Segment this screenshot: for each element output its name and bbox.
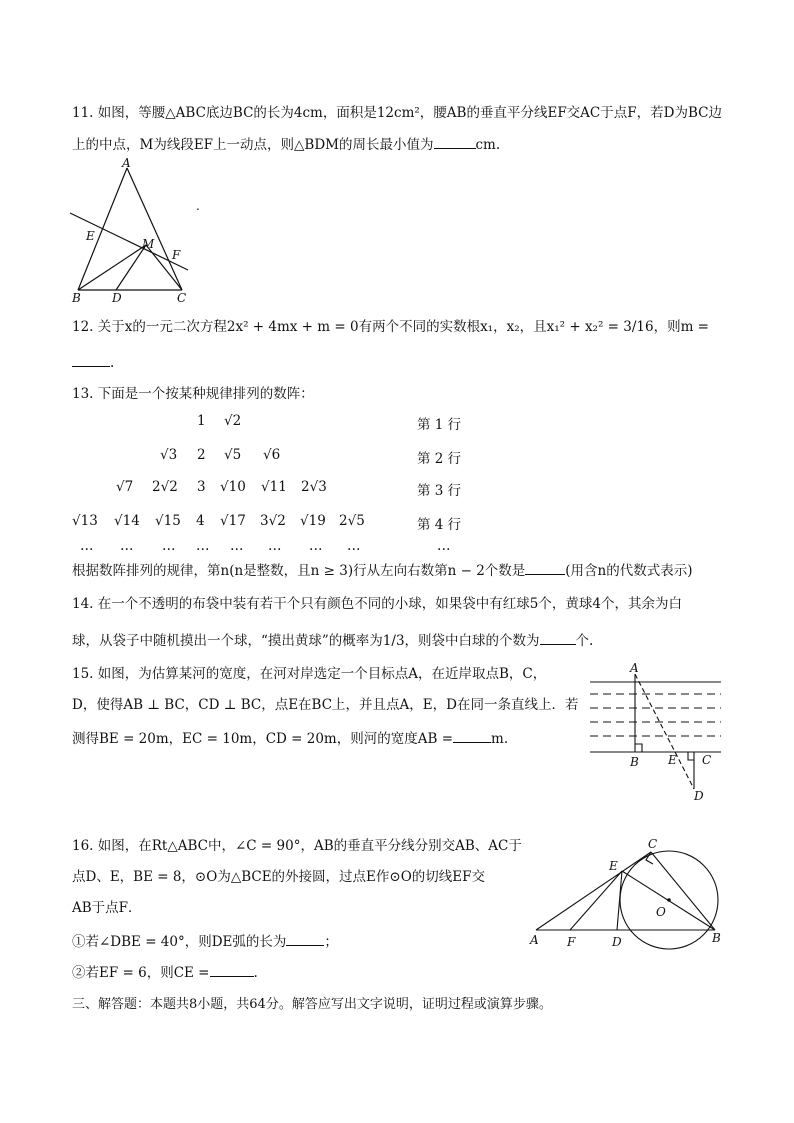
q11-text: 上的中点，M为线段EF上一动点，则△BDM的周长最小值为 [72,137,434,153]
q13-cell: 3√2 [260,513,286,529]
q15-text: 测得BE = 20m，EC = 10m，CD = 20m，则河的宽度AB = [72,731,454,747]
q16-label-b: B [712,931,721,945]
q13-cell: 2√3 [301,479,327,495]
q15-line3 [72,728,508,748]
q16-part1 [72,931,338,951]
q11-label-f: F [172,248,181,262]
q15-answer-blank[interactable] [453,728,491,743]
q14-line1: 14. 在一个不透明的布袋中装有若干个只有颜色不同的小球，如果袋中有红球5个，黄球4个，其余为白 [72,596,682,612]
q15-label-b: B [630,755,639,769]
q13-cell: √14 [114,513,140,529]
section3-heading: 三、解答题：本题共8小题，共64分。解答应写出文字说明，证明过程或演算步骤。 [72,997,552,1012]
q15-line2: D，使得AB ⊥ BC，CD ⊥ BC，点E在BC上，并且点A，E，D在同一条直线上．若 [72,697,579,713]
q11-label-d: D [112,291,122,305]
q13-ellipsis: … [120,538,134,554]
q13-row-label: 第 4 行 [417,517,462,533]
q14-line2 [72,630,593,650]
q11-answer-blank[interactable] [434,134,476,149]
q13-ellipsis: … [162,538,176,554]
q13-cell: √5 [224,447,242,463]
q16-line1: 16. 如图，在Rt△ABC中，∠C = 90°，AB的垂直平分线分别交AB、AC于 [72,838,522,854]
q16-part2 [72,962,258,982]
q12-line2 [72,352,114,372]
q15-figure [584,662,726,804]
q13-cell: √19 [300,513,326,529]
q13-cell: 2√5 [339,513,365,529]
q15-label-d: D [694,789,704,803]
q13-rule-suffix: (用含n的代数式表示) [565,563,693,579]
q15-line1: 15. 如图，为估算某河的宽度，在河对岸选定一个目标点A，在近岸取点B，C， [72,666,547,682]
q16-label-a: A [530,933,539,947]
q16-part1-blank[interactable] [286,931,324,946]
q13-row-label: 第 2 行 [417,451,462,467]
q11-label-e: E [86,229,95,243]
q13-ellipsis: … [268,538,282,554]
q11-line2 [72,134,500,154]
q13-rule [72,560,693,580]
q16-part1-text: ①若∠DBE = 40°，则DE弧的长为 [72,934,287,950]
q16-part2-period: . [253,965,258,981]
q13-cell: √11 [261,479,287,495]
q13-ellipsis: … [437,538,451,554]
q13-row-label: 第 1 行 [417,417,462,433]
q13-ellipsis: … [80,538,94,554]
q16-line3: AB于点F． [72,900,142,916]
q13-cell: √13 [72,513,98,529]
q11-figure [66,158,216,306]
q13-row-label: 第 3 行 [417,483,462,499]
q13-ellipsis: … [196,538,210,554]
q16-line2: 点D、E，BE = 8，⊙O为△BCE的外接圆，过点E作⊙O的切线EF交 [72,869,486,885]
q13-cell: √2 [224,413,242,429]
q16-label-f: F [567,935,576,949]
q11-dot: . [196,199,200,213]
q12-period: . [110,355,115,371]
q14-answer-blank[interactable] [540,630,576,645]
q11-label-a: A [122,158,131,170]
q16-part1-sep: ； [324,934,338,950]
q11-label-b: B [72,291,81,305]
q11-line1: 11. 如图，等腰△ABC底边BC的长为4cm，面积是12cm²，腰AB的垂直平分线EF交AC于点F，若D为BC边 [72,105,722,121]
q15-label-a: A [630,662,639,675]
q13-rule-text: 根据数阵排列的规律，第n(n是整数，且n ≥ 3)行从左向右数第n − 2个数是 [72,563,526,579]
q14-unit: 个. [575,633,594,649]
q13-cell: 2 [197,447,206,463]
q11-label-c: C [177,291,187,305]
q13-answer-blank[interactable] [525,560,565,575]
q16-part2-blank[interactable] [210,962,254,977]
q16-label-e: E [609,859,618,873]
q16-label-d: D [612,935,622,949]
q12-line1: 12. 关于x的一元二次方程2x² + 4mx + m = 0有两个不同的实数根x₁，x₂，且x₁² + x₂² = 3/16，则m = [72,319,709,335]
q13-cell: √3 [160,447,178,463]
q13-cell: √6 [263,447,281,463]
q16-label-c: C [648,837,658,851]
q13-cell: 4 [196,513,205,529]
q13-cell: √10 [220,479,246,495]
q12-answer-blank[interactable] [72,352,110,367]
q15-label-e: E [668,753,677,767]
q13-cell: 1 [197,413,206,429]
q13-ellipsis: … [309,538,323,554]
q13-cell: 3 [197,479,206,495]
q13-intro: 13. 下面是一个按某种规律排列的数阵： [72,386,314,402]
q11-unit: cm. [475,137,501,153]
q13-cell: 2√2 [152,479,178,495]
q13-cell: √17 [220,513,246,529]
q13-cell: √15 [155,513,181,529]
q15-label-c: C [702,753,712,767]
q13-ellipsis: … [230,538,244,554]
q13-ellipsis: … [347,538,361,554]
q13-cell: √7 [116,479,134,495]
q16-figure [522,836,734,952]
q16-label-o: O [656,905,666,919]
q15-unit: m. [491,731,509,747]
q11-label-m: M [142,237,155,251]
q16-part2-text: ②若EF = 6，则CE = [72,965,210,981]
q14-text: 球，从袋子中随机摸出一个球，“摸出黄球”的概率为1/3，则袋中白球的个数为 [72,633,540,649]
